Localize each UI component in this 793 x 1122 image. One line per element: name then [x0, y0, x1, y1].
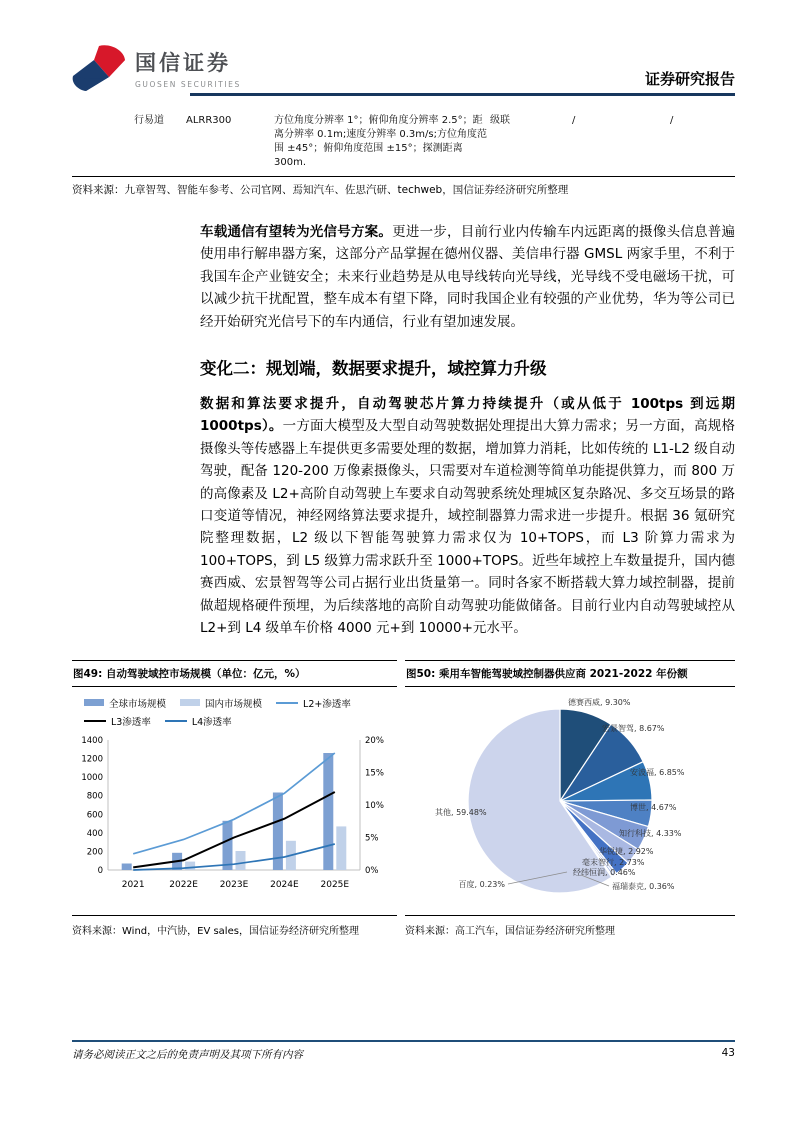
svg-text:400: 400	[86, 828, 103, 839]
svg-text:15%: 15%	[365, 768, 384, 778]
cell-product: ALRR300	[186, 115, 232, 126]
svg-text:福瑞泰克, 0.36%: 福瑞泰克, 0.36%	[612, 881, 675, 891]
bar	[122, 863, 132, 870]
bar	[236, 851, 246, 870]
brand-name-en: GUOSEN SECURITIES	[135, 80, 241, 89]
svg-text:5%: 5%	[365, 833, 379, 843]
cell-specs: 方位角度分辨率 1°；俯仰角度分辨率 2.5°；距离分辨率 0.1m;速度分辨率 0.3m/s;方位角度范围 ±45°；俯仰角度范围 ±15°；探测距离 300m.	[274, 115, 487, 168]
report-type-label: 证券研究报告	[644, 70, 735, 88]
svg-text:1000: 1000	[81, 772, 103, 783]
legend-label: L4渗透率	[191, 716, 232, 728]
svg-text:德赛西威, 9.30%: 德赛西威, 9.30%	[568, 697, 631, 707]
fig49-legend	[72, 687, 397, 728]
bar	[185, 861, 195, 869]
svg-text:800: 800	[86, 791, 103, 802]
body-text	[200, 221, 735, 640]
svg-text:其他, 59.48%: 其他, 59.48%	[435, 807, 487, 817]
legend-line-swatch	[84, 720, 106, 722]
legend-label: L3渗透率	[111, 716, 151, 728]
svg-text:200: 200	[86, 846, 103, 857]
svg-text:经纬恒润, 0.46%: 经纬恒润, 0.46%	[573, 867, 636, 877]
svg-text:20%: 20%	[365, 735, 384, 746]
figure-50-source: 资料来源：高工汽车，国信证券经济研究所整理	[405, 915, 735, 937]
line-series	[133, 792, 335, 867]
svg-text:2024E: 2024E	[270, 879, 299, 890]
fig50-chart	[405, 689, 735, 917]
paragraph-2-lead: 数据和算法要求提升，自动驾驶芯片算力持续提升（或从低于 100tps 到远期 1000tps）。	[200, 396, 735, 435]
cell-company: 行易道	[134, 115, 164, 126]
svg-text:2025E: 2025E	[320, 879, 350, 890]
page-number: 43	[721, 1047, 735, 1059]
svg-text:百度, 0.23%: 百度, 0.23%	[458, 879, 505, 889]
svg-text:宏景智驾, 8.67%: 宏景智驾, 8.67%	[602, 723, 665, 733]
figure-49	[72, 660, 397, 937]
svg-text:0: 0	[97, 865, 103, 876]
svg-text:知行科技, 4.33%: 知行科技, 4.33%	[619, 828, 682, 838]
legend-item	[165, 714, 232, 728]
svg-text:10%: 10%	[365, 800, 384, 811]
bar	[223, 820, 233, 869]
header-divider	[190, 93, 735, 96]
legend-label: 国内市场规模	[205, 698, 263, 710]
bar	[323, 753, 333, 870]
figure-49-body	[72, 687, 397, 915]
section-heading: 变化二：规划端，数据要求提升，域控算力升级	[200, 359, 547, 379]
svg-text:毫末智行, 2.73%: 毫末智行, 2.73%	[582, 857, 645, 867]
svg-text:2022E: 2022E	[169, 879, 198, 890]
svg-text:华锐捷, 2.92%: 华锐捷, 2.92%	[599, 846, 654, 856]
paragraph-1-lead: 车载通信有望转为光信号方案。	[200, 224, 393, 240]
legend-item	[180, 696, 262, 710]
lines	[133, 753, 335, 870]
cell-cascade: 级联	[490, 115, 510, 126]
spec-table	[72, 114, 735, 177]
svg-text:2023E: 2023E	[219, 879, 249, 890]
bar	[336, 826, 346, 870]
figure-50-title: 图50: 乘用车智能驾驶域控制器供应商 2021-2022 年份额	[405, 660, 735, 687]
paragraph-2	[200, 393, 735, 639]
figure-50	[405, 660, 735, 937]
paragraph-1-rest: 更进一步，目前行业内传输车内远距离的摄像头信息普遍使用串行解串器方案，这部分产品掌握在德州仪器、美信串行器 GMSL 两家手里，不利于我国车企产业链安全；未来行业趋势是从电导线转向光导线，光导线不受电磁场干扰，可以减少抗干扰配置，整车成本有望下降，同时我国企业有较强的产业优势，华为等公司已经开始研究光信号下的车内通信，行业有望加速发展。	[200, 224, 736, 330]
legend-bar-swatch	[84, 699, 104, 706]
legend-item	[84, 714, 151, 728]
svg-text:2021: 2021	[121, 879, 145, 890]
fig49-chart	[72, 732, 394, 894]
legend-row	[84, 696, 397, 710]
table-source: 资料来源：九章智驾、智能车参考、公司官网、焉知汽车、佐思汽研、techweb，国信证券经济研究所整理	[72, 184, 569, 196]
disclaimer-text: 请务必阅读正文之后的免责声明及其项下所有内容	[72, 1049, 303, 1061]
brand-text	[135, 47, 241, 89]
svg-text:1400: 1400	[81, 735, 103, 746]
figure-50-body	[405, 687, 735, 915]
report-header	[72, 45, 735, 91]
brand	[72, 45, 241, 91]
brand-name-cn: 国信证券	[135, 51, 231, 75]
paragraph-1	[200, 221, 735, 333]
cell-slash-1: /	[572, 115, 576, 126]
legend-bar-swatch	[180, 699, 200, 706]
svg-text:600: 600	[86, 809, 103, 820]
legend-line-swatch	[276, 702, 298, 704]
legend-label: 全球市场规模	[109, 698, 167, 710]
cell-slash-2: /	[670, 115, 674, 126]
svg-text:安波福, 6.85%: 安波福, 6.85%	[630, 767, 685, 777]
legend-line-swatch	[165, 720, 187, 722]
legend-item	[84, 696, 166, 710]
legend-label: L2+渗透率	[303, 698, 351, 710]
figure-49-source: 资料来源：Wind，中汽协，EV sales，国信证券经济研究所整理	[72, 915, 397, 937]
paragraph-2-rest: 一方面大模型及大型自动驾驶数据处理提出大算力需求；另一方面，高规格摄像头等传感器上车提供更多需要处理的数据，增加算力消耗，比如传统的 L1-L2 级自动驾驶，配备 120-200 万像素摄像头，只需要对车道检测等简单功能提供算力，而 800 万的高像素及 L2+高阶自动驾驶上车要求自动驾驶系统处理城区复杂路况、多交互场景的路口变道等情况，神经网络算法要求提升，域控制器算力需求进一步提升。根据 36 氪研究院整理数据，L2 级以下智能驾驶算力需求仅为 10+TOPS，而 L3 阶算力需求为 100+TOPS，到 L5 级算力需求跃升至 1000+TOPS。近些年域控上车数量提升，国内德赛西威、宏景智驾等公司占据行业出货量第一。同时各家不断搭载大算力域控制器，提前做超规格硬件预埋，为后续落地的高阶自动驾驶功能做储备。目前行业内自动驾驶域控从 L2+到 L4 级单车价格 4000 元+到 10000+元水平。	[200, 418, 735, 637]
page-footer	[72, 1040, 735, 1062]
svg-text:博世, 4.67%: 博世, 4.67%	[630, 802, 677, 812]
legend-row	[84, 714, 397, 728]
table-row	[72, 114, 735, 170]
line-series	[133, 753, 335, 854]
figures-row	[72, 660, 735, 937]
line-series	[133, 844, 335, 870]
legend-item	[276, 696, 351, 710]
svg-text:1200: 1200	[81, 754, 103, 765]
guosen-logo-icon	[72, 45, 126, 91]
figure-49-title: 图49: 自动驾驶域控市场规模（单位：亿元，%）	[72, 660, 397, 687]
svg-text:0%: 0%	[365, 865, 379, 876]
